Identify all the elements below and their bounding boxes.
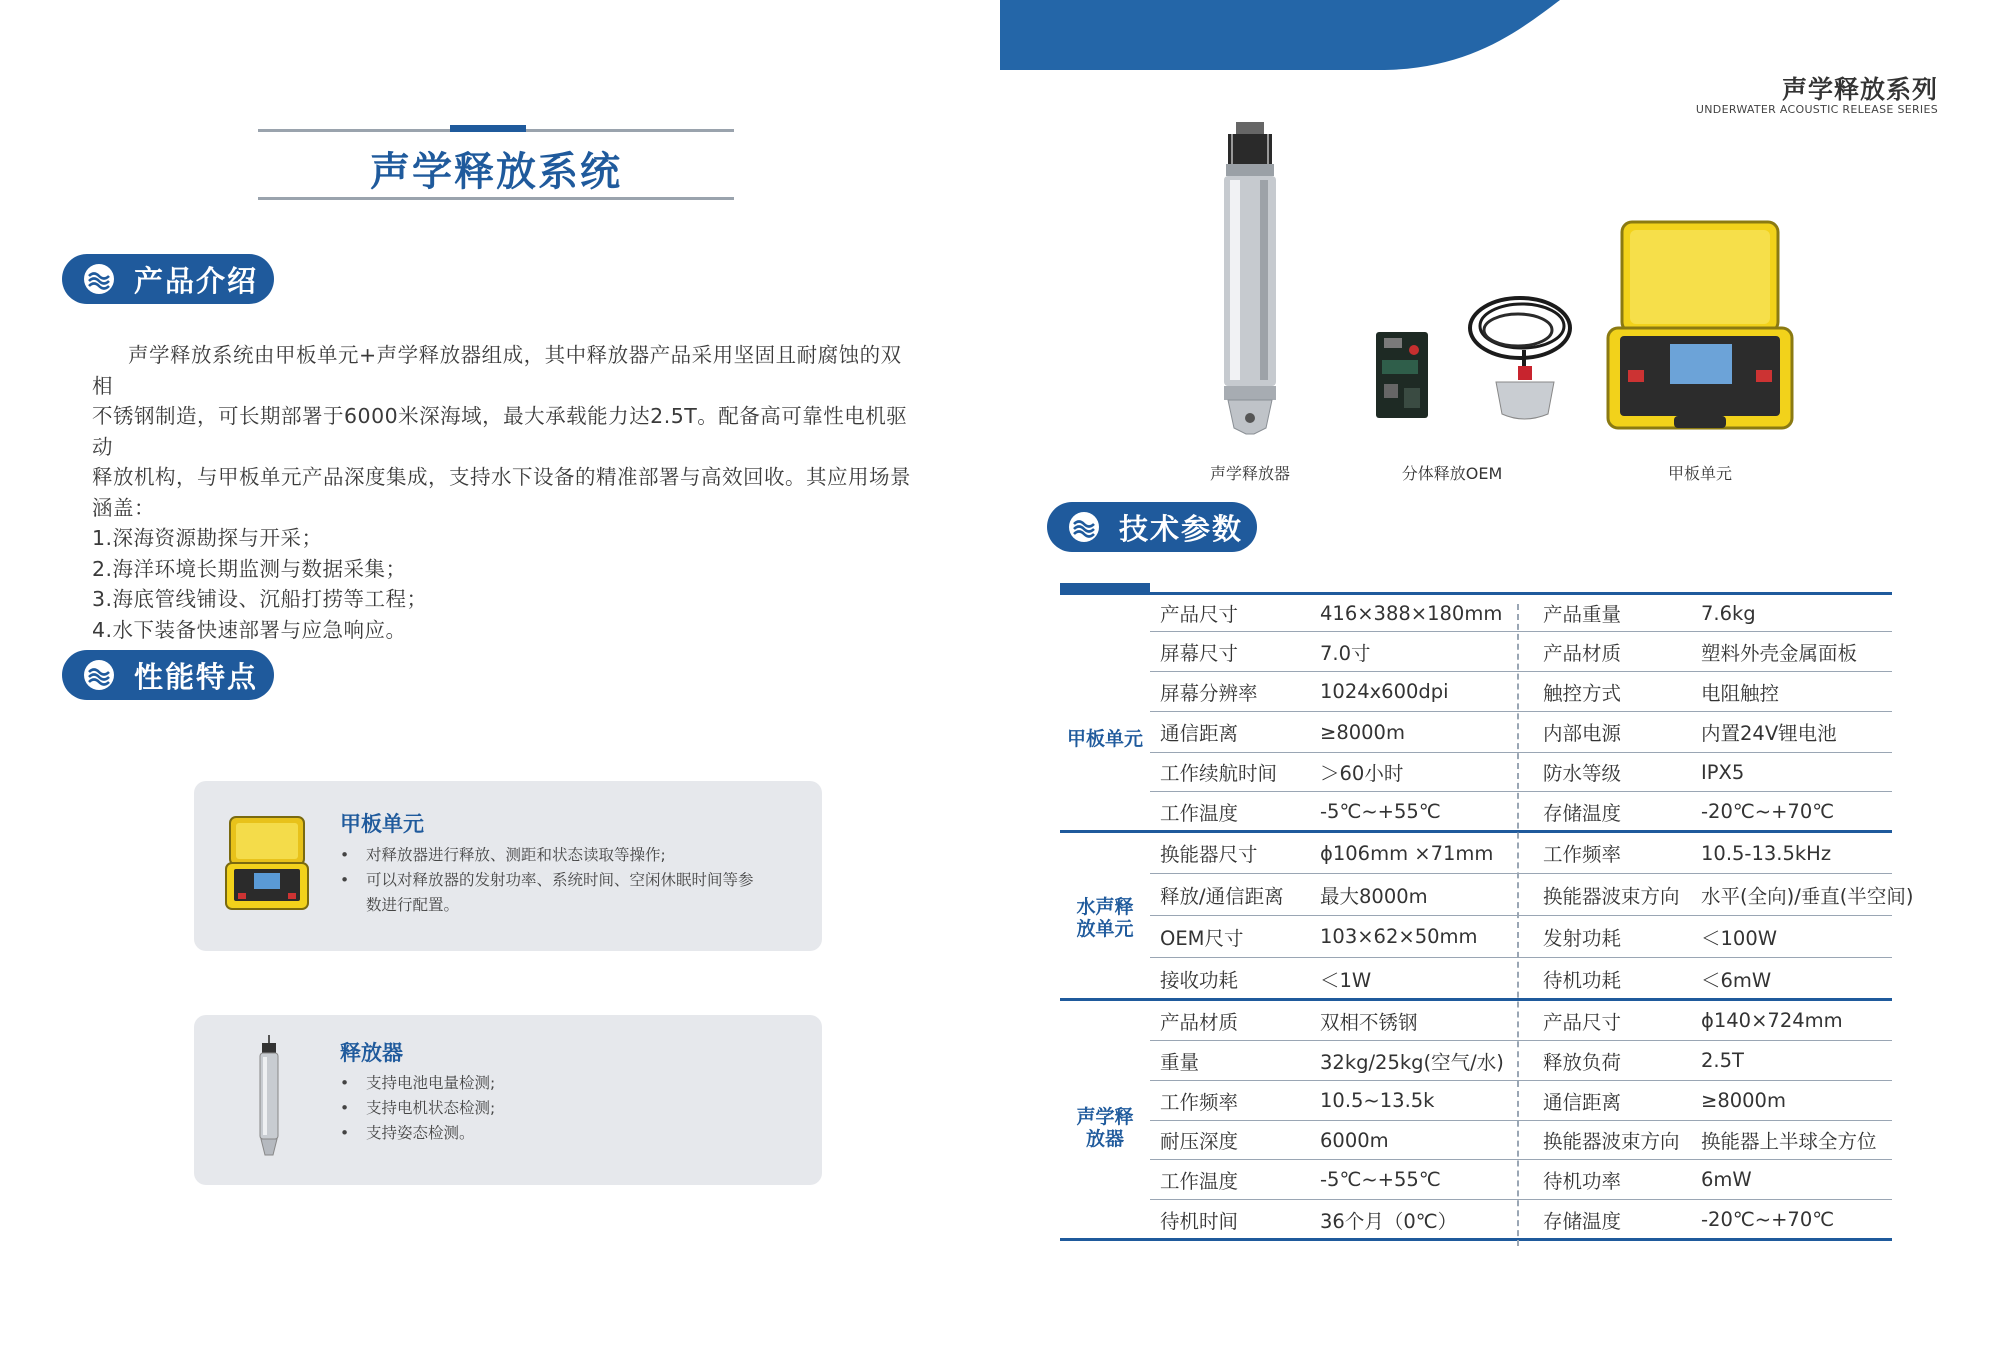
- param-value: 103×62×50mm: [1320, 925, 1478, 948]
- param-name: 产品材质: [1543, 641, 1622, 665]
- param-value: 36个月（0℃）: [1320, 1209, 1458, 1233]
- features-heading-label: 性能特点: [134, 659, 259, 694]
- param-name: 工作频率: [1543, 843, 1622, 866]
- param-value: -20℃~+70℃: [1701, 1208, 1835, 1231]
- param-name: 通信距离: [1543, 1090, 1622, 1114]
- param-value: 416×388×180mm: [1320, 601, 1503, 625]
- table-row: [1150, 958, 1892, 1000]
- param-value: 塑料外壳金属面板: [1701, 641, 1858, 665]
- table-row: [1150, 595, 1892, 632]
- feature-card-deck-unit: [194, 781, 822, 951]
- group-label-deck: 甲板单元: [1066, 728, 1143, 750]
- list-item: • 支持电池电量检测;: [340, 1071, 495, 1096]
- param-name: 产品重量: [1543, 603, 1622, 626]
- deck-unit-image: [222, 811, 312, 916]
- title-rule-bottom: [258, 197, 734, 200]
- param-name: 屏幕尺寸: [1160, 641, 1239, 665]
- list-item: • 支持电机状态检测;: [340, 1096, 495, 1121]
- param-value: -5℃~+55℃: [1320, 800, 1441, 823]
- spec-heading: [1047, 502, 1257, 552]
- param-value: 6000m: [1320, 1128, 1389, 1152]
- param-value: 10.5-13.5kHz: [1701, 841, 1832, 865]
- table-row: [1150, 672, 1892, 712]
- intro-line: 4.水下装备快速部署与应急响应。: [92, 617, 407, 642]
- header-band: [1000, 0, 2000, 70]
- intro-heading-label: 产品介绍: [134, 263, 259, 298]
- table-row: [1150, 1200, 1892, 1240]
- param-value: IPX5: [1701, 760, 1745, 784]
- intro-line: 1.深海资源勘探与开采；: [92, 526, 323, 550]
- param-value: ＜1W: [1320, 968, 1372, 992]
- table-row: [1150, 753, 1892, 792]
- param-name: 发射功耗: [1543, 926, 1622, 950]
- param-name: 待机时间: [1160, 1209, 1239, 1233]
- card-title: 释放器: [340, 1041, 403, 1065]
- table-row: [1150, 712, 1892, 753]
- param-name: 产品材质: [1160, 1010, 1239, 1034]
- param-name: 存储温度: [1543, 801, 1622, 825]
- table-row: [1150, 1121, 1892, 1160]
- param-value: 10.5~13.5k: [1320, 1089, 1435, 1112]
- list-item: 数进行配置。: [366, 896, 460, 914]
- list-item: • 可以对释放器的发射功率、系统时间、空闲休眠时间等参: [340, 868, 754, 893]
- wave-icon: [1069, 512, 1099, 542]
- intro-line: 2.海洋环境长期监测与数据采集；: [92, 556, 407, 581]
- param-value: 32kg/25kg(空气/水): [1320, 1050, 1504, 1074]
- param-name: 触控方式: [1543, 681, 1622, 705]
- param-value: 2.5T: [1701, 1049, 1744, 1072]
- param-value: 7.6kg: [1701, 601, 1756, 625]
- param-value: ＞60小时: [1320, 762, 1404, 785]
- table-row: [1150, 874, 1914, 916]
- param-name: OEM尺寸: [1160, 926, 1244, 950]
- product-caption: 甲板单元: [1667, 464, 1732, 483]
- page-title: 声学释放系统: [370, 149, 622, 195]
- table-row: [1150, 1160, 1892, 1200]
- releaser-image: [254, 1035, 284, 1165]
- param-value: ϕ140×724mm: [1701, 1009, 1843, 1032]
- param-value: 内置24V锂电池: [1701, 722, 1837, 745]
- param-value: ＜6mW: [1701, 968, 1772, 992]
- intro-line: 3.海底管线铺设、沉船打捞等工程；: [92, 587, 428, 611]
- group-label-releaser-text: 声学释放器: [1076, 1106, 1134, 1150]
- param-name: 换能器波束方向: [1543, 1130, 1680, 1153]
- wave-icon: [84, 264, 114, 294]
- group-label-releaser: [1060, 1106, 1150, 1150]
- group-label-hydro: [1060, 896, 1150, 940]
- series-title: 声学释放系列: [1781, 75, 1938, 104]
- param-name: 释放负荷: [1543, 1050, 1622, 1074]
- table-row: [1150, 1081, 1892, 1121]
- intro-line: 不锈钢制造，可长期部署于6000米深海域，最大承载能力达2.5T。配备高可靠性电机驱动: [92, 404, 908, 459]
- param-name: 释放/通信距离: [1160, 884, 1284, 908]
- feature-card-releaser: [194, 1015, 822, 1185]
- intro-line: 释放机构，与甲板单元产品深度集成，支持水下设备的精准部署与高效回收。其应用场景: [92, 465, 911, 489]
- intro-heading: [62, 254, 274, 304]
- spec-heading-label: 技术参数: [1119, 511, 1244, 546]
- param-name: 待机功耗: [1543, 968, 1622, 992]
- group-rule: [1060, 1238, 1892, 1241]
- series-subtitle: UNDERWATER ACOUSTIC RELEASE SERIES: [1695, 103, 1938, 116]
- table-accent-bar: [1060, 583, 1150, 592]
- card-title: 甲板单元: [340, 812, 424, 836]
- param-name: 屏幕分辨率: [1160, 681, 1258, 705]
- param-name: 换能器波束方向: [1543, 884, 1680, 908]
- transducer-image: [1462, 290, 1582, 430]
- param-name: 重量: [1160, 1050, 1200, 1074]
- product-caption: 分体释放OEM: [1401, 464, 1503, 483]
- param-value: 最大8000m: [1320, 884, 1428, 908]
- param-value: 电阻触控: [1701, 681, 1780, 705]
- title-accent-bar: [450, 125, 526, 132]
- param-name: 工作频率: [1160, 1090, 1239, 1114]
- intro-text: [92, 340, 922, 645]
- product-caption: 声学释放器: [1209, 464, 1290, 483]
- param-value: ≥8000m: [1701, 1089, 1786, 1112]
- table-row: [1150, 833, 1892, 874]
- table-row: [1150, 1041, 1892, 1081]
- param-value: 7.0寸: [1320, 641, 1371, 665]
- acoustic-releaser-image: [1214, 118, 1286, 436]
- intro-line: 涵盖：: [92, 495, 155, 520]
- table-row: [1150, 1001, 1892, 1041]
- param-name: 工作温度: [1160, 801, 1239, 825]
- param-name: 存储温度: [1543, 1209, 1622, 1233]
- table-row: [1150, 632, 1892, 672]
- column-divider: [1517, 604, 1519, 1246]
- param-value: 水平(全向)/垂直(半空间): [1701, 884, 1914, 908]
- param-name: 换能器尺寸: [1160, 843, 1258, 866]
- table-row: [1150, 792, 1892, 832]
- param-name: 产品尺寸: [1543, 1010, 1622, 1034]
- list-item: • 支持姿态检测。: [340, 1121, 495, 1146]
- param-name: 产品尺寸: [1160, 603, 1239, 626]
- oem-board-image: [1374, 330, 1430, 420]
- table-row: [1150, 916, 1892, 958]
- wave-icon: [84, 660, 114, 690]
- param-value: ≥8000m: [1320, 720, 1405, 744]
- param-name: 工作温度: [1160, 1169, 1239, 1193]
- param-value: ϕ106mm ×71mm: [1320, 841, 1494, 865]
- card-list: [340, 1071, 495, 1146]
- param-value: ＜100W: [1701, 926, 1778, 950]
- param-value: 1024x600dpi: [1320, 680, 1449, 703]
- param-name: 工作续航时间: [1160, 762, 1278, 785]
- param-name: 待机功率: [1543, 1169, 1622, 1193]
- deck-unit-product-image: [1600, 216, 1800, 436]
- list-item: • 对释放器进行释放、测距和状态读取等操作;: [340, 843, 754, 868]
- card-list: [340, 843, 754, 918]
- param-name: 耐压深度: [1160, 1130, 1239, 1153]
- param-name: 接收功耗: [1160, 968, 1239, 992]
- param-name: 防水等级: [1543, 762, 1622, 785]
- param-value: 双相不锈钢: [1320, 1010, 1418, 1034]
- features-heading: [62, 650, 274, 700]
- param-value: -5℃~+55℃: [1320, 1168, 1441, 1191]
- param-name: 内部电源: [1543, 722, 1622, 745]
- intro-line: 声学释放系统由甲板单元+声学释放器组成，其中释放器产品采用坚固且耐腐蚀的双相: [92, 343, 902, 398]
- param-value: 6mW: [1701, 1168, 1752, 1191]
- param-value: 换能器上半球全方位: [1701, 1130, 1877, 1153]
- param-value: -20℃~+70℃: [1701, 800, 1835, 823]
- param-name: 通信距离: [1160, 722, 1239, 745]
- group-label-hydro-text: 水声释放单元: [1076, 896, 1134, 940]
